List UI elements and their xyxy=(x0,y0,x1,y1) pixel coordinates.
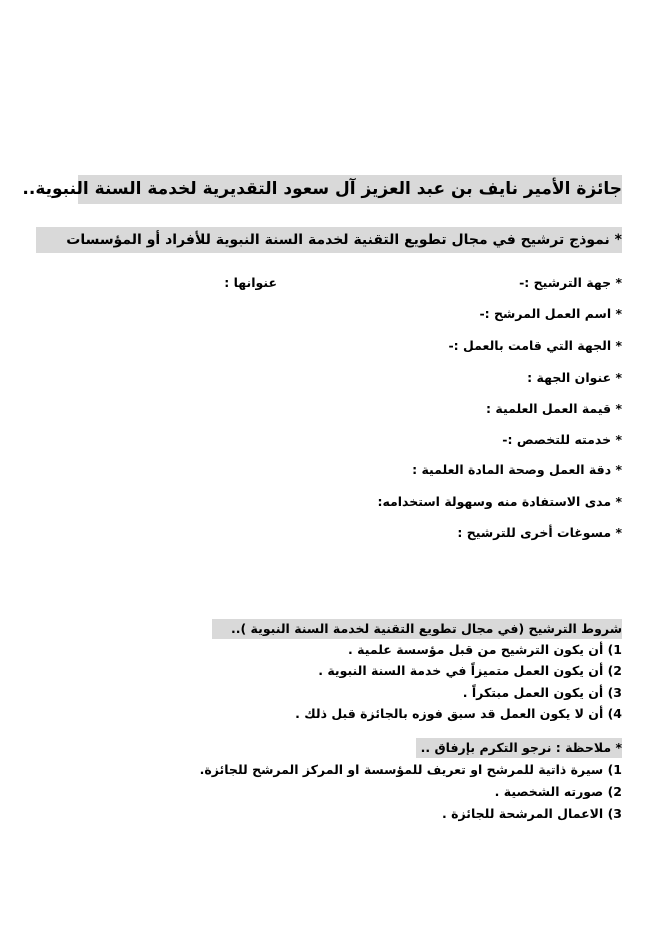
note-item: 1) سيرة ذاتية للمرشح او تعريف للمؤسسة او المركز المرشح للجائزة. xyxy=(199,762,622,777)
field-specialty-service: * خدمته للتخصص :- xyxy=(502,432,622,447)
condition-item: 2) أن يكون العمل متميزاً في خدمة السنة النبوية . xyxy=(318,663,622,678)
field-scientific-value: * قيمة العمل العلمية : xyxy=(486,401,622,416)
note-heading: * ملاحظة : نرجو التكرم بإرفاق .. xyxy=(416,738,622,758)
page-title: جائزة الأمير نايف بن عبد العزيز آل سعود التقديرية لخدمة السنة النبوية.. xyxy=(78,175,622,204)
field-nominating-party xyxy=(37,272,622,294)
condition-item: 1) أن يكون الترشيح من قبل مؤسسة علمية . xyxy=(348,642,622,657)
field-work-name: * اسم العمل المرشح :- xyxy=(479,306,622,321)
note-item: 2) صورته الشخصية . xyxy=(494,784,622,799)
field-label: * جهة الترشيح :- xyxy=(519,275,622,290)
field-accuracy: * دقة العمل وصحة المادة العلمية : xyxy=(412,462,622,477)
field-usefulness: * مدى الاستفادة منه وسهولة استخدامه: xyxy=(377,494,622,509)
form-heading: * نموذج ترشيح في مجال تطويع التقنية لخدمة السنة النبوية للأفراد أو المؤسسات xyxy=(36,227,622,253)
note-item: 3) الاعمال المرشحة للجائزة . xyxy=(442,806,622,821)
field-address-label: عنوانها : xyxy=(224,275,277,290)
field-other-justifications: * مسوغات أخرى للترشيح : xyxy=(457,525,622,540)
conditions-heading: شروط الترشيح (في مجال تطويع التقنية لخدمة السنة النبوية ).. xyxy=(212,619,622,639)
field-party-address: * عنوان الجهة : xyxy=(527,370,622,385)
condition-item: 4) أن لا يكون العمل قد سبق فوزه بالجائزة قبل ذلك . xyxy=(295,706,622,721)
condition-item: 3) أن يكون العمل مبتكراً . xyxy=(462,685,622,700)
field-executing-party: * الجهة التي قامت بالعمل :- xyxy=(448,338,622,353)
